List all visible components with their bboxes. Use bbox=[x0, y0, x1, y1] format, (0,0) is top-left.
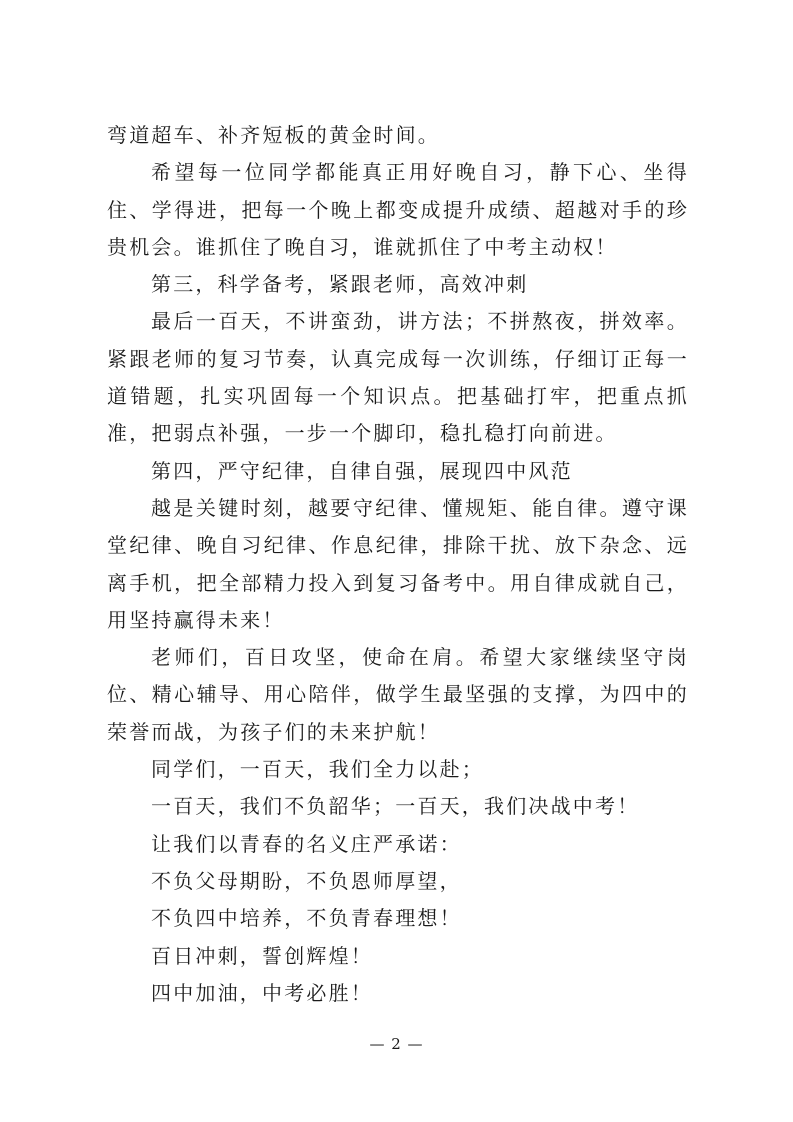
closing-line-4: 不负父母期盼，不负恩师厚望， bbox=[151, 868, 462, 893]
paragraph-evening-study: 希望每一位同学都能真正用好晚自习，静下心、坐得住、学得进，把每一个晚上都变成提升成绩、超越对手的珍贵机会。谁抓住了晚自习，谁就抓住了中考主动权！ bbox=[107, 160, 689, 259]
document-body bbox=[107, 117, 689, 1012]
closing-line-1: 同学们，一百天，我们全力以赴； bbox=[151, 757, 484, 782]
paragraph-method: 最后一百天，不讲蛮劲，讲方法；不拼熬夜，拼效率。紧跟老师的复习节奏，认真完成每一次训练，仔细订正每一道错题，扎实巩固每一个知识点。把基础打牢，把重点抓准，把弱点补强，一步一个脚印，稳扎稳打向前进。 bbox=[107, 309, 689, 446]
section-heading-3: 第三，科学备考，紧跟老师，高效冲刺 bbox=[151, 272, 529, 297]
paragraph-teachers: 老师们，百日攻坚，使命在肩。希望大家继续坚守岗位、精心辅导、用心陪伴，做学生最坚强的支撑，为四中的荣誉而战，为孩子们的未来护航！ bbox=[107, 645, 689, 744]
paragraph-discipline: 越是关键时刻，越要守纪律、懂规矩、能自律。遵守课堂纪律、晚自习纪律、作息纪律，排除干扰、放下杂念、远离手机，把全部精力投入到复习备考中。用自律成就自己，用坚持赢得未来！ bbox=[107, 495, 689, 632]
closing-line-5: 不负四中培养，不负青春理想！ bbox=[151, 906, 462, 931]
paragraph-continuation: 弯道超车、补齐短板的黄金时间。 bbox=[107, 123, 440, 147]
page-number: — 2 — bbox=[369, 1035, 424, 1053]
closing-line-3: 让我们以青春的名义庄严承诺： bbox=[151, 831, 462, 856]
closing-line-2: 一百天，我们不负韶华；一百天，我们决战中考！ bbox=[151, 794, 640, 819]
closing-line-6: 百日冲刺，誓创辉煌！ bbox=[151, 943, 373, 968]
closing-line-7: 四中加油，中考必胜！ bbox=[151, 980, 373, 1005]
section-heading-4: 第四，严守纪律，自律自强，展现四中风范 bbox=[151, 458, 573, 483]
